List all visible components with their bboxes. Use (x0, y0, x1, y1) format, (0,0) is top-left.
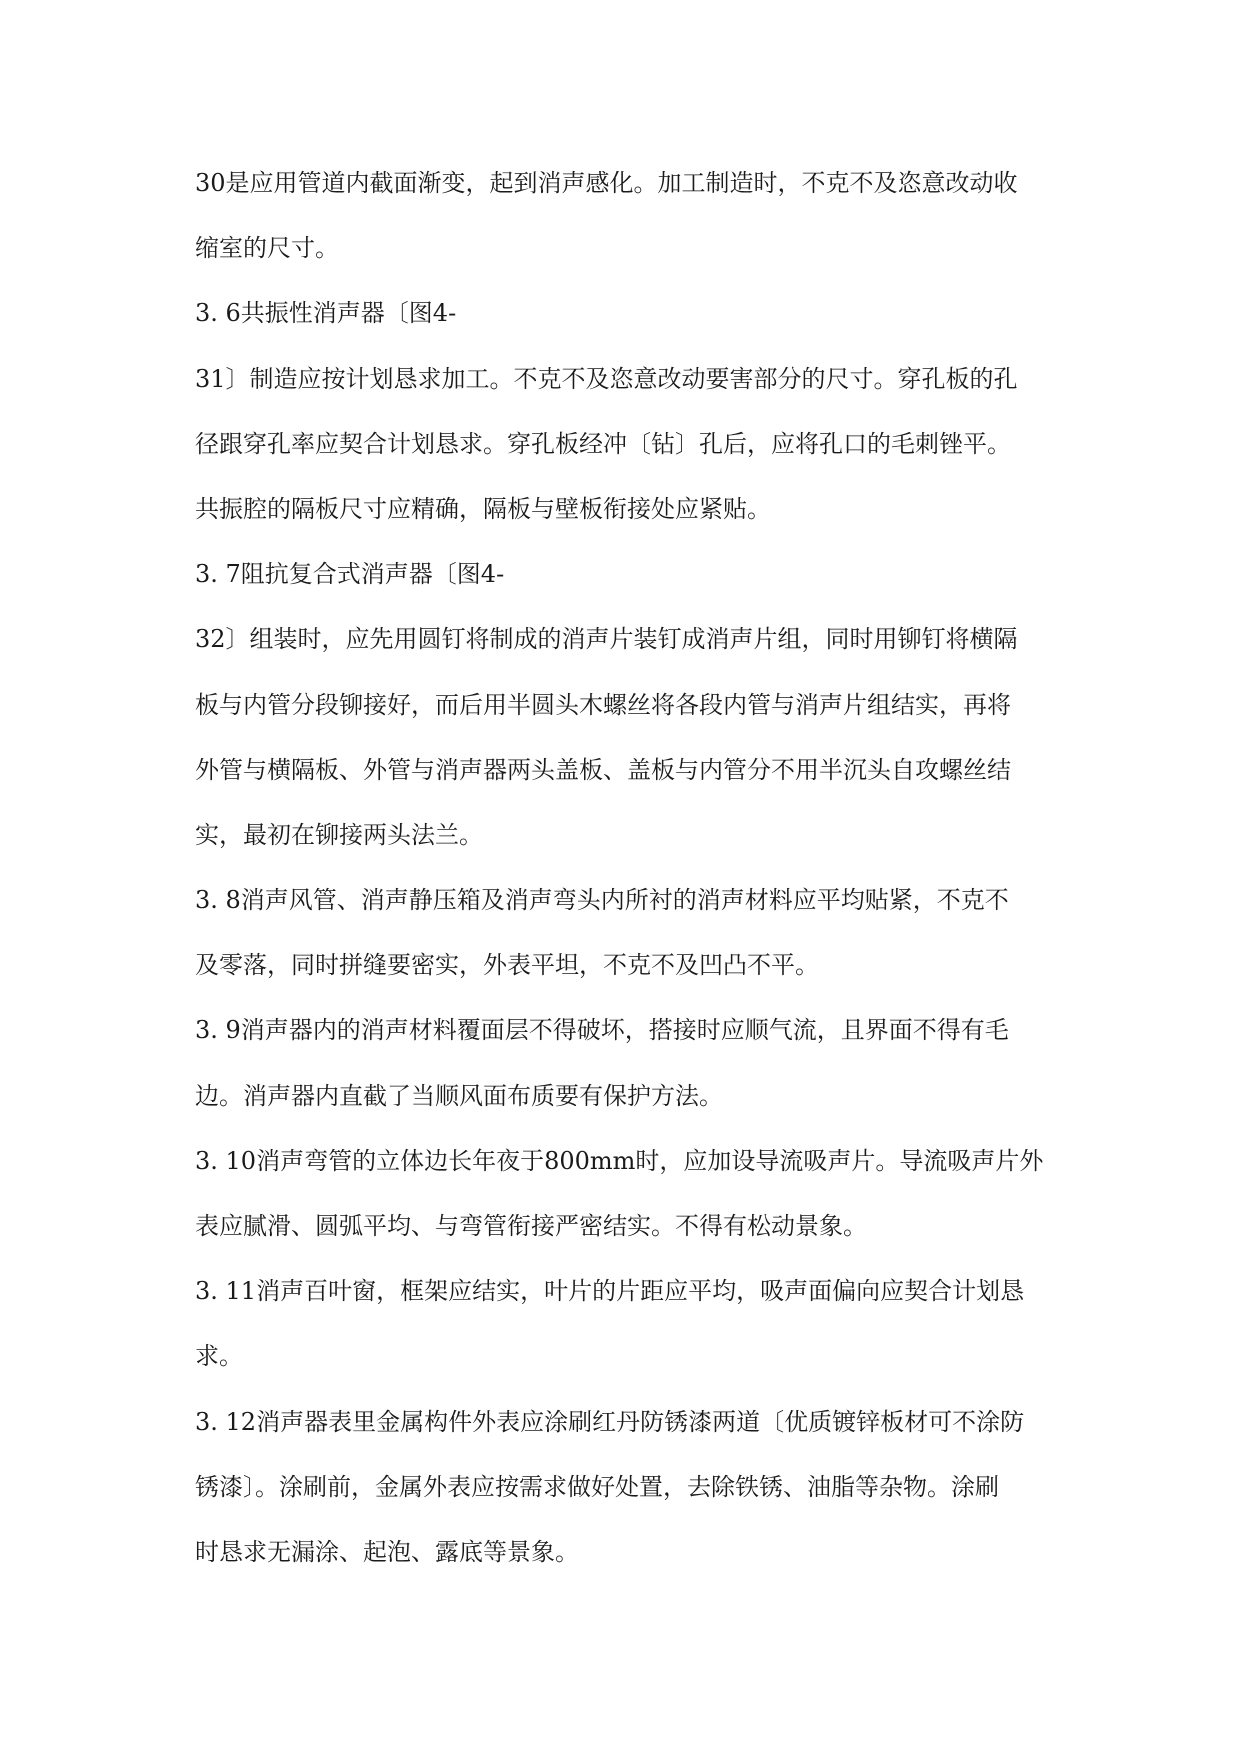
text-line: 3. 8消声风管、消声静压箱及消声弯头内所衬的消声材料应平均贴紧，不克不 (195, 886, 1009, 915)
text-line: 缩室的尺寸。 (195, 234, 339, 263)
text-line: 外管与横隔板、外管与消声器两头盖板、盖板与内管分不用半沉头自攻螺丝结 (195, 755, 1011, 784)
text-line: 30是应用管道内截面渐变，起到消声感化。加工制造时，不克不及恣意改动收 (195, 169, 1018, 197)
text-line: 共振腔的隔板尺寸应精确，隔板与壁板衔接处应紧贴。 (195, 494, 771, 523)
text-line: 锈漆〕。涂刷前，金属外表应按需求做好处置，去除铁锈、油脂等杂物。涂刷 (195, 1472, 999, 1501)
text-line: 3. 11消声百叶窗，框架应结实，叶片的片距应平均，吸声面偏向应契合计划恳 (195, 1277, 1025, 1306)
text-line: 3. 9消声器内的消声材料覆面层不得破坏，搭接时应顺气流，且界面不得有毛 (195, 1016, 1009, 1045)
text-line: 3. 12消声器表里金属构件外表应涂刷红丹防锈漆两道〔优质镀锌板材可不涂防 (195, 1407, 1025, 1436)
text-line: 32〕组装时，应先用圆钉将制成的消声片装钉成消声片组，同时用铆钉将横隔 (195, 625, 1018, 654)
text-line: 3. 6共振性消声器〔图4- (195, 299, 457, 328)
text-line: 时恳求无漏涂、起泡、露底等景象。 (195, 1537, 579, 1566)
text-line: 3. 10消声弯管的立体边长年夜于800mm时，应加设导流吸声片。导流吸声片外 (195, 1146, 1044, 1175)
text-line: 及零落，同时拼缝要密实，外表平坦，不克不及凹凸不平。 (195, 951, 819, 980)
text-line: 边。消声器内直截了当顺风面布质要有保护方法。 (195, 1081, 723, 1110)
text-line: 3. 7阻抗复合式消声器〔图4- (195, 560, 505, 589)
text-line: 31〕制造应按计划恳求加工。不克不及恣意改动要害部分的尺寸。穿孔板的孔 (195, 364, 1018, 393)
text-line: 表应腻滑、圆弧平均、与弯管衔接严密结实。不得有松动景象。 (195, 1212, 867, 1240)
document-body (195, 161, 1075, 1595)
text-line: 实，最初在铆接两头法兰。 (195, 820, 483, 849)
text-line: 板与内管分段铆接好，而后用半圆头木螺丝将各段内管与消声片组结实，再将 (195, 690, 1011, 719)
text-line: 径跟穿孔率应契合计划恳求。穿孔板经冲〔钻〕孔后，应将孔口的毛刺锉平。 (195, 429, 1011, 458)
text-line: 求。 (195, 1342, 243, 1371)
